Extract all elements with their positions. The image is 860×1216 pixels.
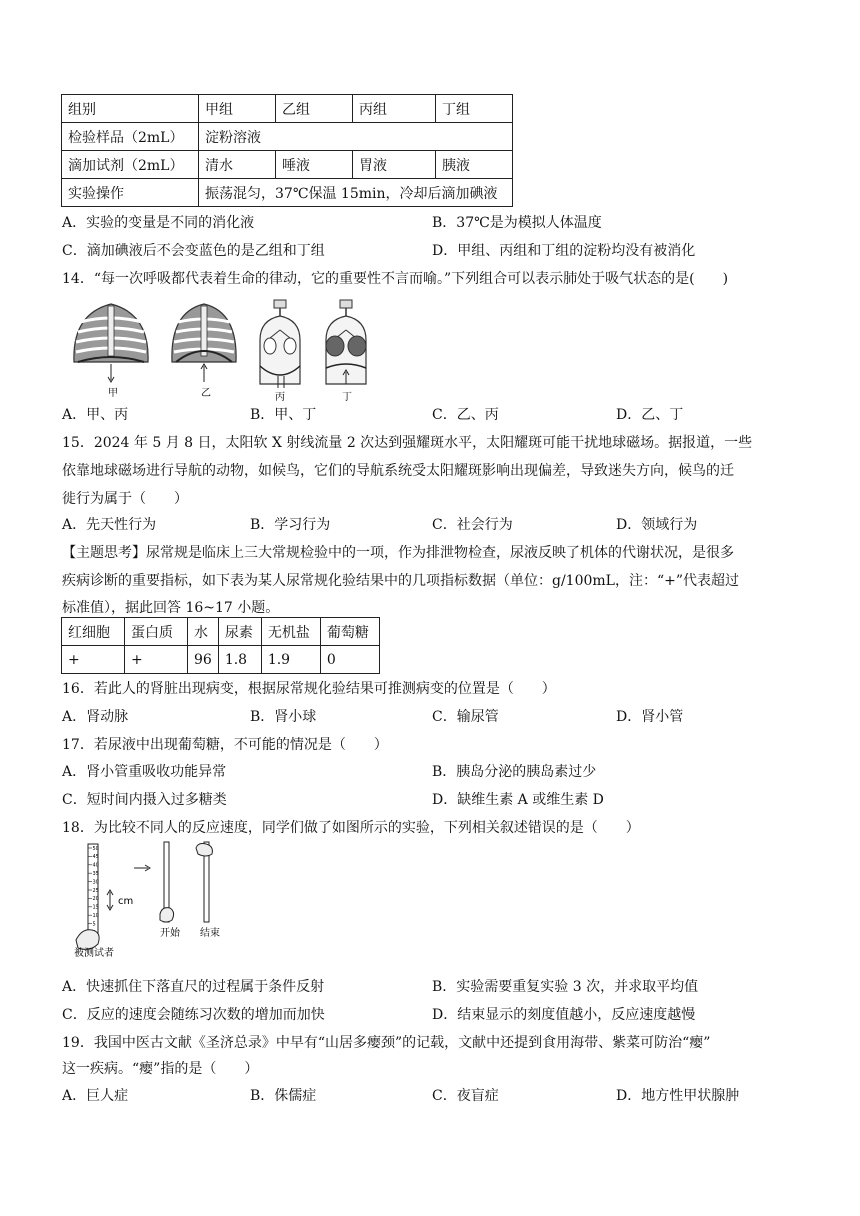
q18-option-b: B．实验需要重复实验 3 次，并求取平均值 (432, 979, 699, 995)
ruler-figure (68, 840, 238, 958)
ruler-tick-label: 50 (92, 845, 99, 852)
theme-line1: 【主题思考】尿常规是临床上三大常规检验中的一项，作为排泄物检查，尿液反映了机体的代谢状况，是很多 (62, 545, 734, 561)
q19-stem-line1: 19．我国中医古文献《圣济总录》中早有“山居多瘿颈”的记载，文献中还提到食用海带、紫菜可防治“瘿” (62, 1035, 711, 1051)
table-cell: 检验样品（2mL） (62, 123, 199, 151)
table-cell: 组别 (62, 95, 199, 123)
q13-option-c: C．滴加碘液后不会变蓝色的是乙组和丁组 (62, 243, 325, 259)
q16-option-c: C．输尿管 (432, 709, 499, 725)
q14-option-a: A．甲、丙 (62, 407, 129, 423)
q19-option-b: B．侏儒症 (250, 1088, 317, 1104)
q15-option-b: B．学习行为 (250, 517, 331, 533)
ruler-tick-label: 45 (92, 854, 99, 861)
table-cell: 乙组 (276, 95, 353, 123)
q15-stem-line3: 徙行为属于（ ） (62, 491, 188, 507)
table-header-cell: 水 (188, 618, 219, 646)
theme-line3: 标准值），据此回答 16~17 小题。 (62, 600, 280, 616)
q17-option-b: B．胰岛分泌的胰岛素过少 (432, 764, 597, 780)
q19-stem-line2: 这一疾病。“瘿”指的是（ ） (62, 1061, 259, 1077)
table-cell: 丙组 (353, 95, 436, 123)
table-header-cell: 尿素 (218, 618, 261, 646)
label-jia: 甲 (108, 388, 118, 399)
table-row (62, 95, 513, 123)
q16-option-b: B．肾小球 (250, 709, 317, 725)
table-row (62, 179, 513, 207)
q13-option-d: D．甲组、丙组和丁组的淀粉均没有被消化 (432, 243, 696, 259)
table-cell: 1.8 (218, 646, 261, 674)
end-label: 结束 (200, 928, 220, 939)
arrow (134, 865, 150, 871)
table-cell: 清水 (199, 151, 276, 179)
table-row (62, 646, 380, 674)
q15-option-a: A．先天性行为 (62, 517, 157, 533)
table-cell: 胰液 (436, 151, 513, 179)
label-bing: 丙 (275, 392, 285, 402)
ruler-start (160, 842, 181, 939)
q16-stem: 16．若此人的肾脏出现病变，根据尿常规化验结果可推测病变的位置是（ ） (62, 681, 556, 697)
table-cell: 0 (320, 646, 379, 674)
table-cell: 1.9 (261, 646, 320, 674)
q14-option-c: C．乙、丙 (432, 407, 499, 423)
table-row (62, 618, 380, 646)
table-cell: 振荡混匀，37℃保温 15min，冷却后滴加碘液 (199, 179, 513, 207)
rib-cage-jia (74, 304, 148, 399)
q13-option-a: A．实验的变量是不同的消化液 (62, 215, 255, 231)
q15-stem-line1: 15．2024 年 5 月 8 日，太阳软 X 射线流量 2 次达到强耀斑水平，太阳耀斑可能干扰地球磁场。据报道，一些 (62, 435, 753, 451)
urine-table (61, 617, 380, 674)
q14-option-b: B．甲、丁 (250, 407, 317, 423)
q16-option-d: D．肾小管 (616, 709, 684, 725)
ruler-left (74, 844, 133, 958)
ruler-tick-label: 25 (92, 887, 99, 894)
label-ding: 丁 (342, 392, 352, 402)
ruler-tick-label: 30 (92, 879, 99, 886)
breathing-figure (66, 294, 376, 402)
q18-option-c: C．反应的速度会随练习次数的增加而加快 (62, 1007, 325, 1023)
ruler-tick-label: 10 (92, 913, 99, 919)
ruler-end (196, 842, 220, 939)
q19-option-d: D．地方性甲状腺肿 (616, 1088, 740, 1104)
table-header-cell: 红细胞 (62, 618, 125, 646)
table-cell: 淀粉溶液 (199, 123, 513, 151)
q16-option-a: A．肾动脉 (62, 709, 129, 725)
bell-jar-ding (326, 300, 366, 402)
q15-option-c: C．社会行为 (432, 517, 513, 533)
table-cell: + (125, 646, 188, 674)
q15-option-d: D．领域行为 (616, 517, 698, 533)
q13-option-b: B．37℃是为模拟人体温度 (432, 215, 602, 231)
table-cell: 胃液 (353, 151, 436, 179)
unit-label: cm (118, 896, 134, 907)
label-yi: 乙 (201, 388, 211, 399)
table-cell: + (62, 646, 125, 674)
ruler-tick-label: 15 (92, 904, 99, 911)
theme-line2: 疾病诊断的重要指标，如下表为某人尿常规化验结果中的几项指标数据（单位：g/100mL，注：“+”代表超过 (62, 573, 740, 589)
table-row (62, 151, 513, 179)
ruler-tick-label: 35 (92, 871, 99, 877)
q15-stem-line2: 依靠地球磁场进行导航的动物，如候鸟，它们的导航系统受太阳耀斑影响出现偏差，导致迷失方向，候鸟的迁 (62, 463, 734, 479)
q17-option-c: C．短时间内摄入过多糖类 (62, 792, 227, 808)
table-header-cell: 葡萄糖 (320, 618, 379, 646)
rib-cage-yi (172, 304, 236, 399)
ruler-tick-label: 5 (92, 921, 96, 928)
table-cell: 滴加试剂（2mL） (62, 151, 199, 179)
q18-option-d: D．结束显示的刻度值越小，反应速度越慢 (432, 1007, 696, 1023)
q14-option-d: D．乙、丁 (616, 407, 684, 423)
table-cell: 丁组 (436, 95, 513, 123)
table-cell: 唾液 (276, 151, 353, 179)
table-cell: 甲组 (199, 95, 276, 123)
q17-option-a: A．肾小管重吸收功能异常 (62, 764, 227, 780)
subject-label: 被测试者 (74, 948, 114, 958)
ruler-tick-label: 20 (92, 896, 99, 903)
table-row (62, 123, 513, 151)
q19-option-c: C．夜盲症 (432, 1088, 499, 1104)
q18-option-a: A．快速抓住下落直尺的过程属于条件反射 (62, 979, 325, 995)
q19-option-a: A．巨人症 (62, 1088, 129, 1104)
start-label: 开始 (160, 928, 180, 939)
table-header-cell: 蛋白质 (125, 618, 188, 646)
bell-jar-bing (260, 300, 300, 402)
table-cell: 实验操作 (62, 179, 199, 207)
table-header-cell: 无机盐 (261, 618, 320, 646)
q14-stem: 14．“每一次呼吸都代表着生命的律动，它的重要性不言而喻。”下列组合可以表示肺处于吸气状态的是( ) (62, 271, 729, 287)
ruler-tick-label: 40 (92, 862, 99, 869)
experiment-table (61, 94, 513, 207)
table-cell: 96 (188, 646, 219, 674)
q18-stem: 18．为比较不同人的反应速度，同学们做了如图所示的实验，下列相关叙述错误的是（ ） (62, 820, 640, 836)
q17-option-d: D．缺维生素 A 或维生素 D (432, 792, 604, 808)
q17-stem: 17．若尿液中出现葡萄糖，不可能的情况是（ ） (62, 737, 388, 753)
